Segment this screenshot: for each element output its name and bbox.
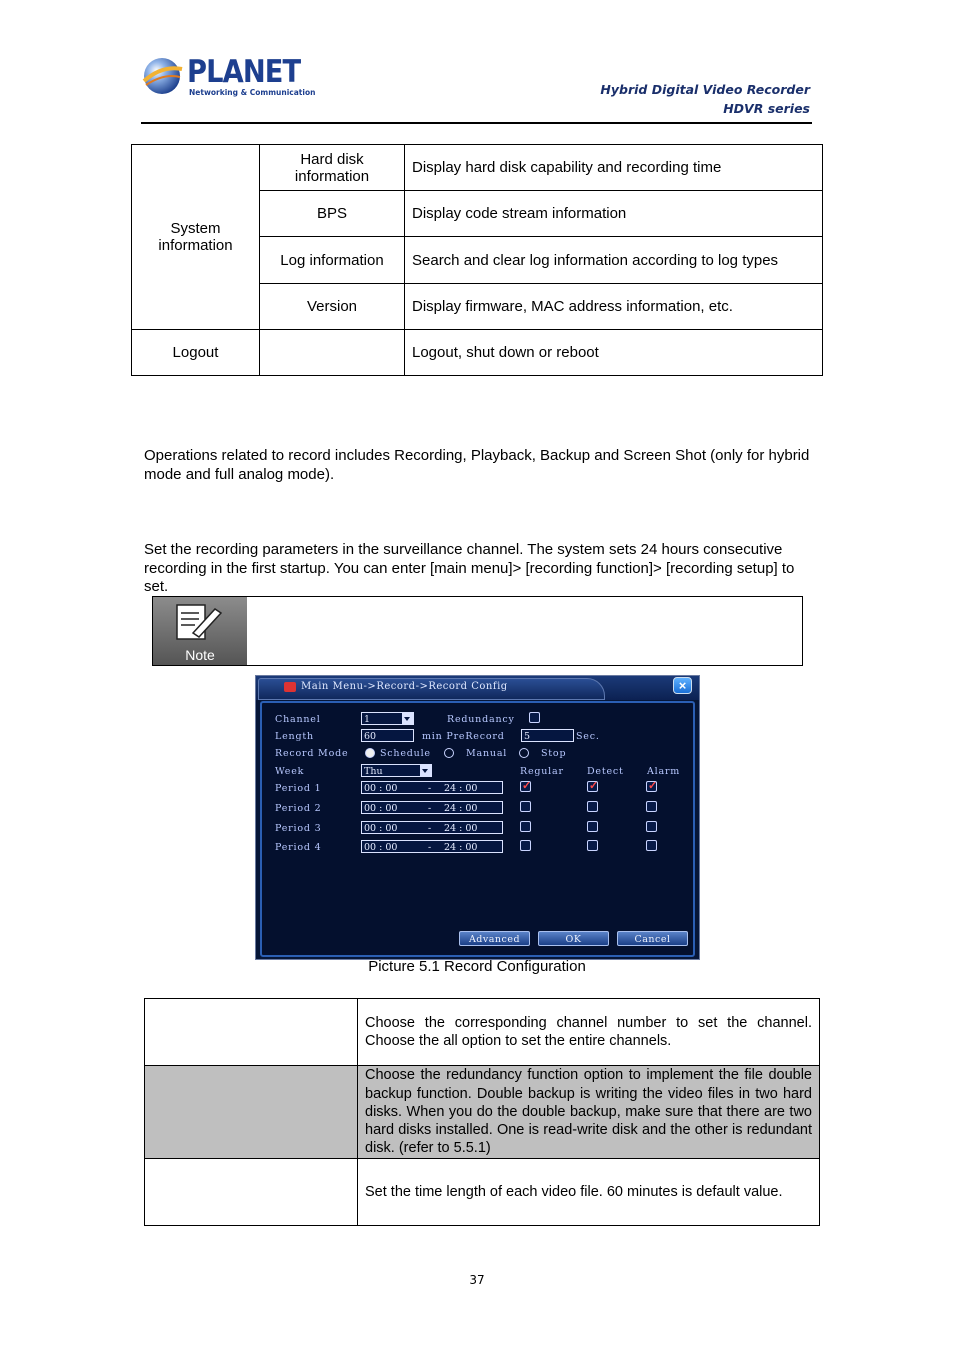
label-period-2: Period 2 <box>275 803 322 814</box>
close-icon[interactable]: × <box>673 677 692 694</box>
label-week: Week <box>275 766 305 777</box>
paragraph-record-ops: Operations related to record includes Recording, Playback, Backup and Screen Shot (only for hybrid mode and full analog mode). <box>144 447 810 483</box>
desc-version: Display firmware, MAC address information, etc. <box>405 284 823 330</box>
chevron-down-icon <box>420 765 431 776</box>
logo-subtitle: Networking & Communication <box>189 88 316 97</box>
period-3-regular-checkbox[interactable] <box>520 821 531 832</box>
channel-value: 1 <box>364 714 371 725</box>
channel-select[interactable] <box>361 712 414 725</box>
parameter-table <box>144 998 820 1226</box>
figure-caption: Picture 5.1 Record Configuration <box>368 958 586 975</box>
week-value: Thu <box>364 766 383 777</box>
period-4-sep: - <box>428 842 432 853</box>
period-1-detect-checkbox[interactable] <box>587 781 598 792</box>
series-title: HDVR series <box>723 101 810 116</box>
ok-button[interactable]: OK <box>538 931 609 946</box>
label-detect: Detect <box>587 766 624 777</box>
advanced-button[interactable]: Advanced <box>459 931 530 946</box>
param-name-redundancy <box>145 1066 358 1159</box>
chevron-down-icon <box>402 713 413 724</box>
label-period-1: Period 1 <box>275 783 322 794</box>
period-3-detect-checkbox[interactable] <box>587 821 598 832</box>
period-4-regular-checkbox[interactable] <box>520 840 531 851</box>
cancel-button[interactable]: Cancel <box>617 931 688 946</box>
menu-logout: Logout <box>132 330 260 376</box>
period-3-end: 24 : 00 <box>444 823 478 834</box>
period-2-alarm-checkbox[interactable] <box>646 801 657 812</box>
submenu-log: Log information <box>260 237 405 284</box>
period-2-end: 24 : 00 <box>444 803 478 814</box>
period-4-detect-checkbox[interactable] <box>587 840 598 851</box>
group-system-information: System information <box>132 145 260 330</box>
period-2-start: 00 : 00 <box>364 803 398 814</box>
stop-radio[interactable] <box>519 748 529 758</box>
week-select[interactable] <box>361 764 432 777</box>
label-redundancy: Redundancy <box>447 714 515 725</box>
header-rule <box>141 122 812 124</box>
period-1-sep: - <box>428 783 432 794</box>
period-4-start: 00 : 00 <box>364 842 398 853</box>
param-desc-redundancy: Choose the redundancy function option to implement the file double backup function. Double backup is writing the video files in two hard disks. When you do the double backup, make sure that there are two hard disks installed. One is read-write disk and the other is redundant disk. (refer to 5.5.1) <box>358 1066 820 1159</box>
period-4-end: 24 : 00 <box>444 842 478 853</box>
note-box <box>152 596 803 666</box>
label-period-4: Period 4 <box>275 842 322 853</box>
note-label: Note <box>185 647 215 663</box>
label-alarm: Alarm <box>647 766 681 777</box>
submenu-bps: BPS <box>260 191 405 237</box>
manual-radio[interactable] <box>444 748 454 758</box>
dvr-title: Main Menu->Record->Record Config <box>301 681 508 692</box>
page-number: 37 <box>469 1273 485 1287</box>
label-channel: Channel <box>275 714 321 725</box>
period-3-alarm-checkbox[interactable] <box>646 821 657 832</box>
dvr-titlebar <box>256 676 699 700</box>
desc-log: Search and clear log information according to log types <box>405 237 823 284</box>
param-name-length <box>145 1159 358 1226</box>
label-stop: Stop <box>541 748 567 759</box>
menu-table <box>131 144 823 376</box>
desc-bps: Display code stream information <box>405 191 823 237</box>
period-2-detect-checkbox[interactable] <box>587 801 598 812</box>
label-length: Length <box>275 731 314 742</box>
period-3-sep: - <box>428 823 432 834</box>
label-schedule: Schedule <box>380 748 431 759</box>
period-2-sep: - <box>428 803 432 814</box>
period-2-regular-checkbox[interactable] <box>520 801 531 812</box>
desc-hard-disk: Display hard disk capability and recording time <box>405 145 823 191</box>
label-record-mode: Record Mode <box>275 748 349 759</box>
record-config-screenshot <box>255 675 700 960</box>
period-3-start: 00 : 00 <box>364 823 398 834</box>
redundancy-checkbox[interactable] <box>529 712 540 723</box>
length-input[interactable]: 60 <box>361 729 414 742</box>
label-period-3: Period 3 <box>275 823 322 834</box>
logo-text: PLANET <box>187 54 301 90</box>
period-2-input[interactable] <box>361 801 503 814</box>
period-4-input[interactable] <box>361 840 503 853</box>
label-min-prerecord: min PreRecord <box>422 731 505 742</box>
label-sec: Sec. <box>576 731 600 742</box>
param-desc-channel: Choose the corresponding channel number to set the channel. Choose the all option to set the entire channels. <box>358 999 820 1066</box>
record-icon <box>284 682 296 692</box>
param-desc-length: Set the time length of each video file. 60 minutes is default value. <box>358 1159 820 1226</box>
note-icon <box>153 597 247 665</box>
param-name-channel <box>145 999 358 1066</box>
schedule-radio[interactable] <box>365 748 375 758</box>
period-1-input[interactable] <box>361 781 503 794</box>
dvr-panel <box>260 701 695 957</box>
label-manual: Manual <box>466 748 508 759</box>
period-1-regular-checkbox[interactable] <box>520 781 531 792</box>
prerecord-input[interactable]: 5 <box>521 729 574 742</box>
period-1-alarm-checkbox[interactable] <box>646 781 657 792</box>
submenu-version: Version <box>260 284 405 330</box>
period-1-end: 24 : 00 <box>444 783 478 794</box>
period-3-input[interactable] <box>361 821 503 834</box>
submenu-hard-disk: Hard disk information <box>260 145 405 191</box>
paragraph-record-config: Set the recording parameters in the surveillance channel. The system sets 24 hours consecutive recording in the first startup. You can enter [main menu]> [recording function]> [recording setup] to set. <box>144 541 795 595</box>
period-4-alarm-checkbox[interactable] <box>646 840 657 851</box>
product-title: Hybrid Digital Video Recorder <box>600 82 810 97</box>
label-regular: Regular <box>520 766 564 777</box>
period-1-start: 00 : 00 <box>364 783 398 794</box>
desc-logout: Logout, shut down or reboot <box>405 330 823 376</box>
submenu-logout <box>260 330 405 376</box>
